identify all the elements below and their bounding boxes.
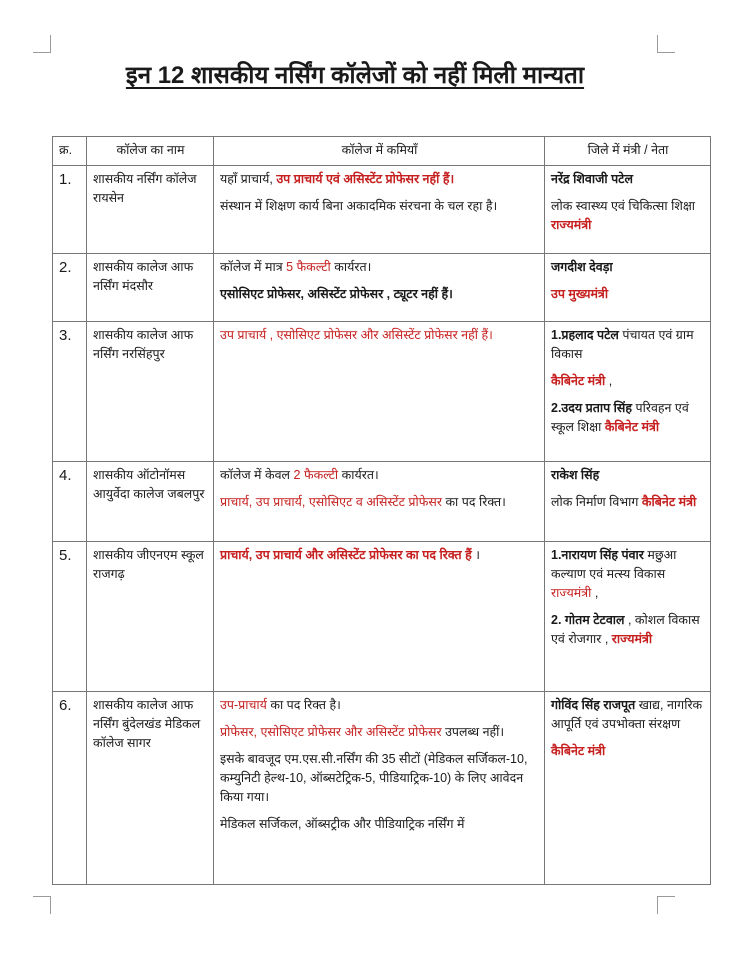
deficiencies-cell xyxy=(214,166,545,254)
text-segment: नरेंद्र शिवाजी पटेल xyxy=(551,172,633,186)
header-serial: क्र. xyxy=(53,137,87,166)
serial-number-cell: 4. xyxy=(53,462,87,542)
highlighted-text: प्रोफेसर, एसोसिएट प्रोफेसर और असिस्टेंट प्रोफेसर xyxy=(220,725,442,739)
college-name-cell xyxy=(87,542,214,692)
minister-cell xyxy=(545,322,711,462)
text-segment: एसोसिएट प्रोफेसर, असिस्टेंट प्रोफेसर , ट्यूटर नहीं हैं। xyxy=(220,287,453,301)
college-name: शासकीय नर्सिंग कॉलेज रायसेन xyxy=(93,172,197,205)
deficiencies-cell xyxy=(214,254,545,322)
minister-paragraph xyxy=(551,399,705,437)
deficiencies-cell xyxy=(214,462,545,542)
college-name-cell xyxy=(87,462,214,542)
minister-paragraph xyxy=(551,258,705,277)
highlighted-text: उप-प्राचार्य xyxy=(220,698,267,712)
highlighted-text: उप प्राचार्य , एसोसिएट प्रोफेसर और असिस्टेंट प्रोफेसर नहीं हैं। xyxy=(220,328,493,342)
crop-mark-top-right xyxy=(657,35,675,53)
deficiency-paragraph xyxy=(220,170,539,189)
college-name-cell xyxy=(87,254,214,322)
text-segment: का पद रिक्त है। xyxy=(266,698,341,712)
table-row xyxy=(53,254,711,322)
minister-cell xyxy=(545,254,711,322)
highlighted-text: उप मुख्यमंत्री xyxy=(551,287,609,301)
text-segment: पंचायत एवं ग्राम विकास xyxy=(551,328,694,361)
text-segment: । xyxy=(471,548,480,562)
text-segment: 2.उदय प्रताप सिंह xyxy=(551,401,633,415)
minister-paragraph xyxy=(551,197,705,235)
college-name: शासकीय कालेज आफ नर्सिंग बुंदेलखंड मेडिकल कॉलेज सागर xyxy=(93,698,201,750)
minister-paragraph xyxy=(551,546,705,603)
highlighted-text: राज्यमंत्री xyxy=(551,586,592,600)
deficiency-paragraph xyxy=(220,723,539,742)
table-row xyxy=(53,692,711,885)
minister-paragraph xyxy=(551,493,705,512)
highlighted-text: प्राचार्य, उप प्राचार्य और असिस्टेंट प्रोफेसर का पद रिक्त हैं xyxy=(220,548,472,562)
deficiency-paragraph xyxy=(220,197,539,216)
college-name-cell xyxy=(87,166,214,254)
text-segment: खाद्य, नागरिक आपूर्ति एवं उपभोक्ता संरक्षण xyxy=(551,698,703,731)
text-segment: 2. गोतम टेटवाल xyxy=(551,613,625,627)
text-segment: लोक निर्माण विभाग xyxy=(551,495,642,509)
deficiency-paragraph xyxy=(220,493,539,512)
highlighted-text: कैबिनेट मंत्री xyxy=(604,420,660,434)
header-college-name: कॉलेज का नाम xyxy=(87,137,214,166)
college-name: शासकीय जीएनएम स्कूल राजगढ़ xyxy=(93,548,204,581)
deficiency-paragraph xyxy=(220,696,539,715)
serial-number-cell: 3. xyxy=(53,322,87,462)
crop-mark-bottom-right xyxy=(657,896,675,914)
text-segment: लोक स्वास्थ्य एवं चिकित्सा शिक्षा xyxy=(551,199,696,213)
college-name: शासकीय कालेज आफ नर्सिंग नरसिंहपुर xyxy=(93,328,194,361)
text-segment: 1.प्रहलाद पटेल xyxy=(551,328,619,342)
text-segment: का पद रिक्त। xyxy=(441,495,506,509)
header-deficiencies: कॉलेज में कमियाँ xyxy=(214,137,545,166)
minister-paragraph xyxy=(551,466,705,485)
college-name: शासकीय ऑटोनॉमस आयुर्वेदा कालेज जबलपुर xyxy=(93,468,205,501)
highlighted-text: कैबिनेट मंत्री xyxy=(551,744,606,758)
serial-number-cell: 6. xyxy=(53,692,87,885)
minister-paragraph xyxy=(551,170,705,189)
crop-mark-bottom-left xyxy=(33,896,51,914)
text-segment: कॉलेज में केवल xyxy=(220,468,294,482)
college-name-cell xyxy=(87,692,214,885)
deficiency-paragraph xyxy=(220,546,539,565)
deficiencies-cell xyxy=(214,692,545,885)
text-segment: , कोशल विकास एवं रोजगार , xyxy=(551,613,700,646)
serial-number-cell: 5. xyxy=(53,542,87,692)
deficiencies-cell xyxy=(214,542,545,692)
deficiency-paragraph xyxy=(220,326,539,345)
minister-cell xyxy=(545,692,711,885)
header-minister: जिले में मंत्री / नेता xyxy=(545,137,711,166)
text-segment: , xyxy=(591,586,599,600)
table-row xyxy=(53,462,711,542)
text-segment: मेडिकल सर्जिकल, ऑब्सट्रीक और पीडियाट्रिक नर्सिंग में xyxy=(220,817,465,831)
page-title: इन 12 शासकीय नर्सिंग कॉलेजों को नहीं मिली मान्यता xyxy=(125,62,585,89)
minister-cell xyxy=(545,166,711,254)
text-segment: कॉलेज में मात्र xyxy=(220,260,287,274)
minister-paragraph xyxy=(551,696,705,734)
highlighted-text: कैबिनेट मंत्री xyxy=(551,374,606,388)
minister-paragraph xyxy=(551,372,705,391)
deficiency-paragraph xyxy=(220,285,539,304)
table-header-row xyxy=(53,137,711,166)
minister-cell xyxy=(545,542,711,692)
crop-mark-top-left xyxy=(33,35,51,53)
minister-paragraph xyxy=(551,742,705,761)
highlighted-text: उप प्राचार्य एवं असिस्टेंट प्रोफेसर नहीं हैं। xyxy=(276,172,455,186)
text-segment: संस्थान में शिक्षण कार्य बिना अकादमिक संरचना के चल रहा है। xyxy=(220,199,498,213)
table-row xyxy=(53,322,711,462)
highlighted-text: 5 फैकल्टी xyxy=(286,260,331,274)
minister-paragraph xyxy=(551,326,705,364)
highlighted-text: कैबिनेट मंत्री xyxy=(641,495,697,509)
highlighted-text: 2 फैकल्टी xyxy=(293,468,339,482)
highlighted-text: प्राचार्य, उप प्राचार्य, एसोसिएट व असिस्टेंट प्रोफेसर xyxy=(220,495,442,509)
minister-paragraph xyxy=(551,611,705,649)
text-segment: 1.नारायण सिंह पंवार xyxy=(551,548,644,562)
deficiencies-cell xyxy=(214,322,545,462)
minister-paragraph xyxy=(551,285,705,304)
text-segment: राकेश सिंह xyxy=(551,468,600,482)
deficiency-paragraph xyxy=(220,466,539,485)
highlighted-text: राज्यमंत्री xyxy=(611,632,653,646)
colleges-table xyxy=(52,136,711,885)
serial-number-cell: 2. xyxy=(53,254,87,322)
text-segment: यहाँ प्राचार्य, xyxy=(220,172,277,186)
deficiency-paragraph xyxy=(220,815,539,834)
text-segment: मछुआ कल्याण एवं मत्स्य विकास xyxy=(551,548,677,581)
text-segment: कार्यरत। xyxy=(338,468,379,482)
text-segment: इसके बावजूद एम.एस.सी.नर्सिंग की 35 सीटों (मेडिकल सर्जिकल-10, कम्युनिटी हेल्थ-10, ऑब्सटेट्रिक-5, पीडियाट्रिक-10) के लिए आवेदन किया गया। xyxy=(220,752,528,804)
text-segment: उपलब्ध नहीं। xyxy=(441,725,505,739)
text-segment: जगदीश देवड़ा xyxy=(551,260,613,274)
text-segment: , xyxy=(605,374,613,388)
text-segment: गोविंद सिंह राजपूत xyxy=(551,698,636,712)
deficiency-paragraph xyxy=(220,750,539,807)
highlighted-text: राज्यमंत्री xyxy=(551,218,592,232)
table-row xyxy=(53,542,711,692)
minister-cell xyxy=(545,462,711,542)
college-name: शासकीय कालेज आफ नर्सिंग मंदसौर xyxy=(93,260,194,293)
text-segment: कार्यरत। xyxy=(330,260,372,274)
text-segment: परिवहन एवं स्कूल शिक्षा xyxy=(551,401,689,434)
table-row xyxy=(53,166,711,254)
college-name-cell xyxy=(87,322,214,462)
serial-number-cell: 1. xyxy=(53,166,87,254)
deficiency-paragraph xyxy=(220,258,539,277)
